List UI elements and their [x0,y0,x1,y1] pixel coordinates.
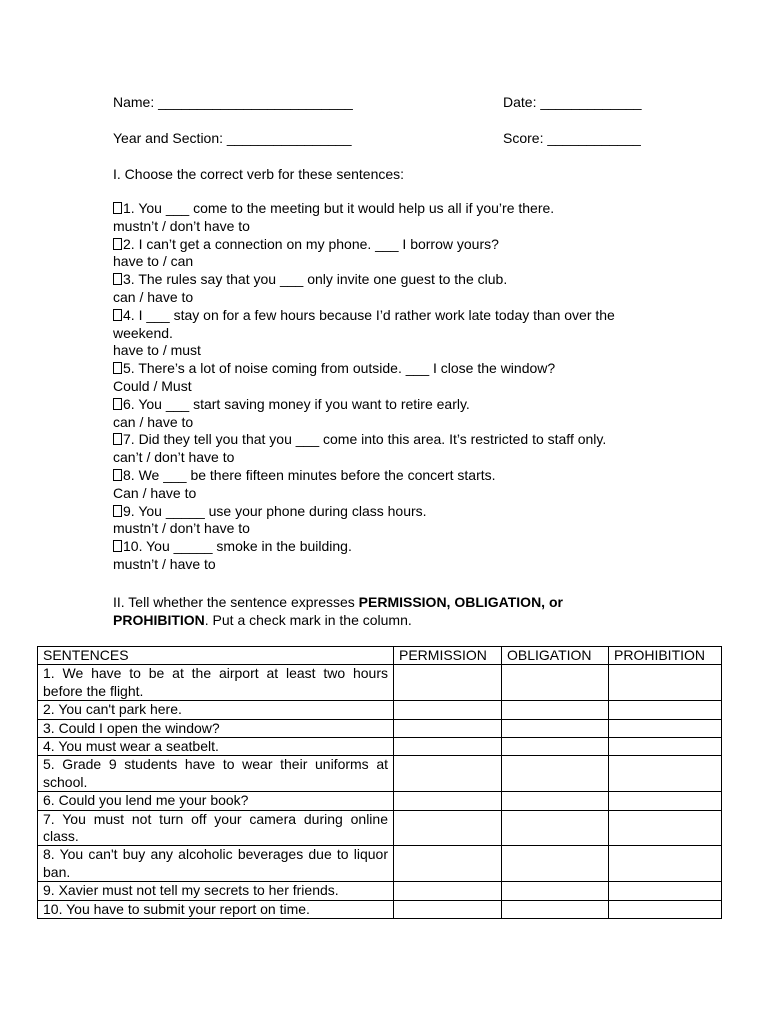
question-choices: mustn’t / have to [113,555,216,572]
prohibition-check-cell[interactable] [609,665,722,701]
question-9 [113,503,673,521]
table-row [38,701,722,719]
permission-check-cell[interactable] [394,792,502,810]
obligation-check-cell[interactable] [502,665,609,701]
prohibition-check-cell[interactable] [609,792,722,810]
checkbox-glyph-icon [113,202,122,214]
date-field: Date: _____________ [503,94,642,110]
prohibition-check-cell[interactable] [609,756,722,792]
checkbox-glyph-icon [113,433,122,445]
sentence-cell: 7. You must not turn off your camera during online class. [38,810,394,846]
question-text: 3. The rules say that you ___ only invite one guest to the club. [123,271,508,288]
question-text: 2. I can’t get a connection on my phone. ___ I borrow yours? [123,235,499,252]
question-8 [113,467,673,485]
table-row [38,719,722,737]
table-row [38,792,722,810]
permission-check-cell[interactable] [394,900,502,918]
question-choices: can / have to [113,413,194,430]
part2-intro: II. Tell whether the sentence expresses [113,594,359,610]
part2-instruction [113,593,633,629]
question-text: 6. You ___ start saving money if you want to retire early. [123,395,470,412]
permission-check-cell[interactable] [394,738,502,756]
obligation-check-cell[interactable] [502,846,609,882]
question-10 [113,538,673,556]
permission-check-cell[interactable] [394,701,502,719]
prohibition-check-cell[interactable] [609,719,722,737]
obligation-check-cell[interactable] [502,701,609,719]
part2-outro: . Put a check mark in the column. [204,612,412,628]
sentence-cell: 6. Could you lend me your book? [38,792,394,810]
permission-check-cell[interactable] [394,846,502,882]
question-1 [113,200,673,218]
obligation-check-cell[interactable] [502,882,609,900]
table-row [38,738,722,756]
question-choices: Can / have to [113,484,197,501]
table-row [38,756,722,792]
question-choices: can / have to [113,288,194,305]
header-permission: PERMISSION [394,647,502,665]
question-text: 8. We ___ be there fifteen minutes before the concert starts. [123,466,496,483]
sentence-cell: 8. You can't buy any alcoholic beverages due to liquor ban. [38,846,394,882]
part2-bold-terms: PERMISSION, OBLIGATION, or PROHIBITION [113,594,563,628]
question-6 [113,396,673,414]
question-text: 5. There’s a lot of noise coming from outside. ___ I close the window? [123,360,556,377]
permission-check-cell[interactable] [394,719,502,737]
checkbox-glyph-icon [113,540,122,552]
header-obligation: OBLIGATION [502,647,609,665]
question-choices: mustn’t / don’t have to [113,217,250,234]
prohibition-check-cell[interactable] [609,846,722,882]
question-text: 9. You _____ use your phone during class hours. [123,502,427,519]
obligation-check-cell[interactable] [502,810,609,846]
table-row [38,846,722,882]
score-field: Score: ____________ [503,130,641,146]
checkbox-glyph-icon [113,398,122,410]
permission-check-cell[interactable] [394,810,502,846]
question-text: 1. You ___ come to the meeting but it would help us all if you’re there. [123,200,555,216]
question-7 [113,431,673,449]
sentence-cell: 5. Grade 9 students have to wear their uniforms at school. [38,756,394,792]
year-section-field: Year and Section: ________________ [113,130,352,146]
question-4 [113,307,673,343]
question-choices: mustn’t / don’t have to [113,520,250,537]
checkbox-glyph-icon [113,505,122,517]
prohibition-check-cell[interactable] [609,738,722,756]
question-choices: have to / can [113,253,194,270]
classification-table [37,646,722,919]
question-choices: can’t / don’t have to [113,449,235,466]
prohibition-check-cell[interactable] [609,900,722,918]
sentence-cell: 4. You must wear a seatbelt. [38,738,394,756]
checkbox-glyph-icon [113,273,122,285]
sentence-cell: 3. Could I open the window? [38,719,394,737]
checkbox-glyph-icon [113,362,122,374]
permission-check-cell[interactable] [394,665,502,701]
obligation-check-cell[interactable] [502,792,609,810]
checkbox-glyph-icon [113,309,122,321]
question-text: 4. I ___ stay on for a few hours because I’d rather work late today than over the weekend. [113,306,615,341]
question-text: 7. Did they tell you that you ___ come into this area. It’s restricted to staff only. [123,431,607,448]
permission-check-cell[interactable] [394,756,502,792]
table-header-row [38,647,722,665]
header-prohibition: PROHIBITION [609,647,722,665]
question-choices: Could / Must [113,377,192,394]
question-list [113,200,673,574]
sentence-cell: 1. We have to be at the airport at least two hours before the flight. [38,665,394,701]
checkbox-glyph-icon [113,238,122,250]
table-row [38,665,722,701]
header-sentences: SENTENCES [38,647,394,665]
obligation-check-cell[interactable] [502,900,609,918]
table-row [38,882,722,900]
obligation-check-cell[interactable] [502,756,609,792]
question-choices: have to / must [113,342,201,359]
prohibition-check-cell[interactable] [609,701,722,719]
prohibition-check-cell[interactable] [609,882,722,900]
question-text: 10. You _____ smoke in the building. [123,538,352,555]
obligation-check-cell[interactable] [502,738,609,756]
permission-check-cell[interactable] [394,882,502,900]
sentence-cell: 2. You can't park here. [38,701,394,719]
table-row [38,900,722,918]
obligation-check-cell[interactable] [502,719,609,737]
part1-instruction: I. Choose the correct verb for these sentences: [113,166,405,182]
sentence-cell: 10. You have to submit your report on time. [38,900,394,918]
name-field: Name: _________________________ [113,94,353,110]
question-3 [113,271,673,289]
question-2 [113,236,673,254]
table-row [38,810,722,846]
question-5 [113,360,673,378]
sentence-cell: 9. Xavier must not tell my secrets to her friends. [38,882,394,900]
prohibition-check-cell[interactable] [609,810,722,846]
checkbox-glyph-icon [113,469,122,481]
